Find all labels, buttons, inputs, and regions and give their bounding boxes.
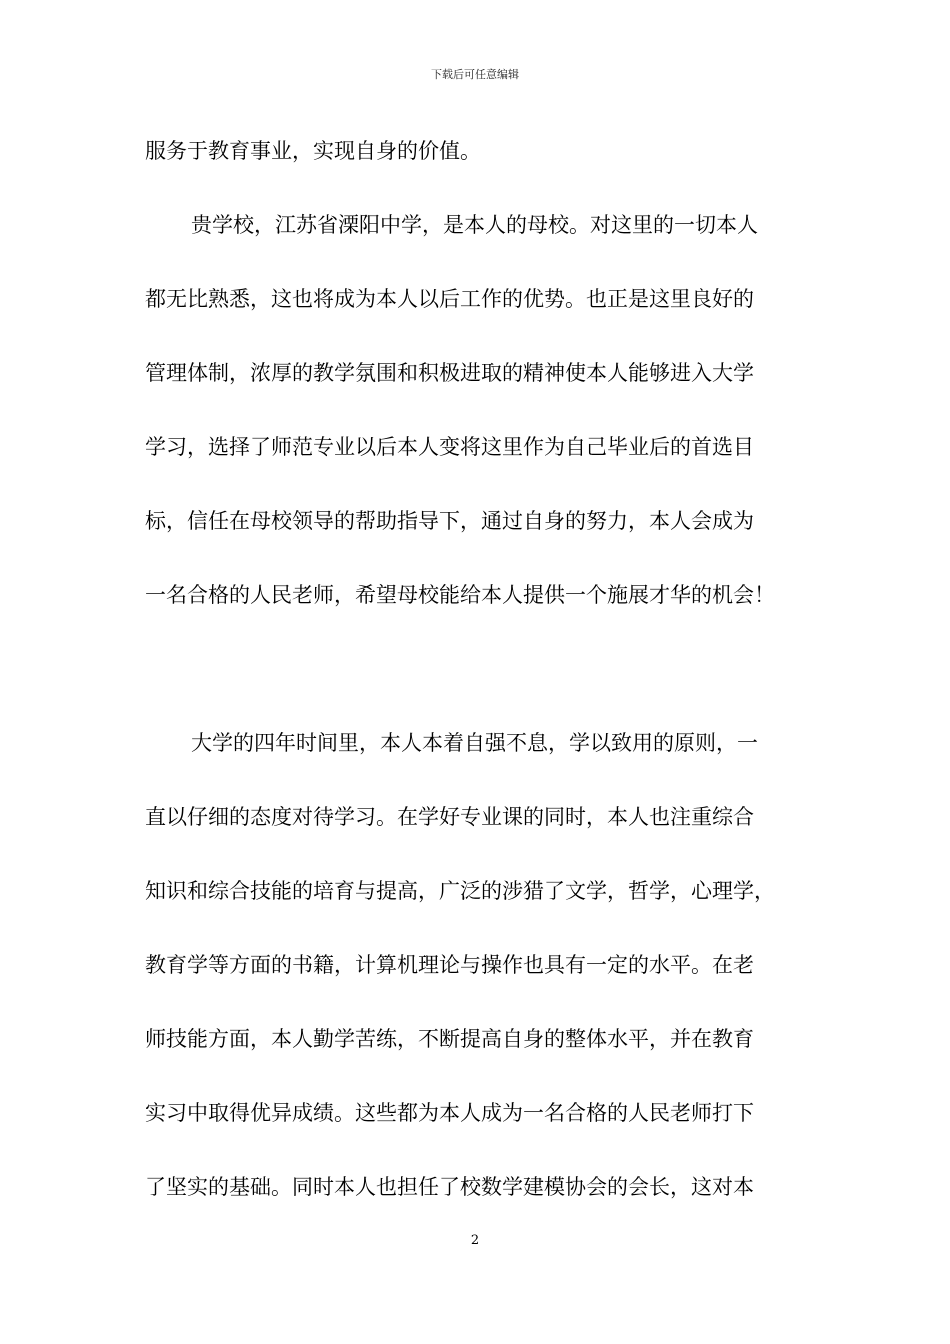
page-number: 2 (470, 1233, 480, 1248)
paragraph-line: 标，信任在母校领导的帮助指导下，通过自身的努力，本人会成为 (145, 509, 754, 533)
paragraph-line: 师技能方面，本人勤学苦练，不断提高自身的整体水平，并在教育 (145, 1027, 754, 1051)
paragraph-line: 服务于教育事业，实现自身的价值。 (145, 139, 481, 163)
paragraph-line: 了坚实的基础。同时本人也担任了校数学建模协会的会长，这对本 (145, 1175, 754, 1199)
paragraph-3 (145, 724, 810, 1242)
paragraph-line: 大学的四年时间里，本人本着自强不息，学以致用的原则，一 (191, 731, 758, 755)
paragraph-line: 教育学等方面的书籍，计算机理论与操作也具有一定的水平。在老 (145, 953, 754, 977)
paragraph-line: 实习中取得优异成绩。这些都为本人成为一名合格的人民老师打下 (145, 1101, 754, 1125)
paragraph-line: 贵学校，江苏省溧阳中学，是本人的母校。对这里的一切本人 (191, 213, 758, 237)
paragraph-line: 学习，选择了师范专业以后本人变将这里作为自己毕业后的首选目 (145, 435, 754, 459)
paragraph-line: 直以仔细的态度对待学习。在学好专业课的同时，本人也注重综合 (145, 805, 754, 829)
paragraph-spacer (145, 650, 810, 724)
paragraph-line: 管理体制，浓厚的教学氛围和积极进取的精神使本人能够进入大学 (145, 361, 754, 385)
paragraph-line: 都无比熟悉，这也将成为本人以后工作的优势。也正是这里良好的 (145, 287, 754, 311)
document-body (145, 132, 810, 1242)
page-header: 下载后可任意编辑 (431, 68, 519, 81)
paragraph-line: 知识和综合技能的培育与提高，广泛的涉猎了文学，哲学，心理学， (145, 879, 775, 903)
paragraph-2 (145, 206, 810, 650)
paragraph-1 (145, 132, 810, 206)
paragraph-line: 一名合格的人民老师，希望母校能给本人提供一个施展才华的机会！ (145, 583, 775, 607)
